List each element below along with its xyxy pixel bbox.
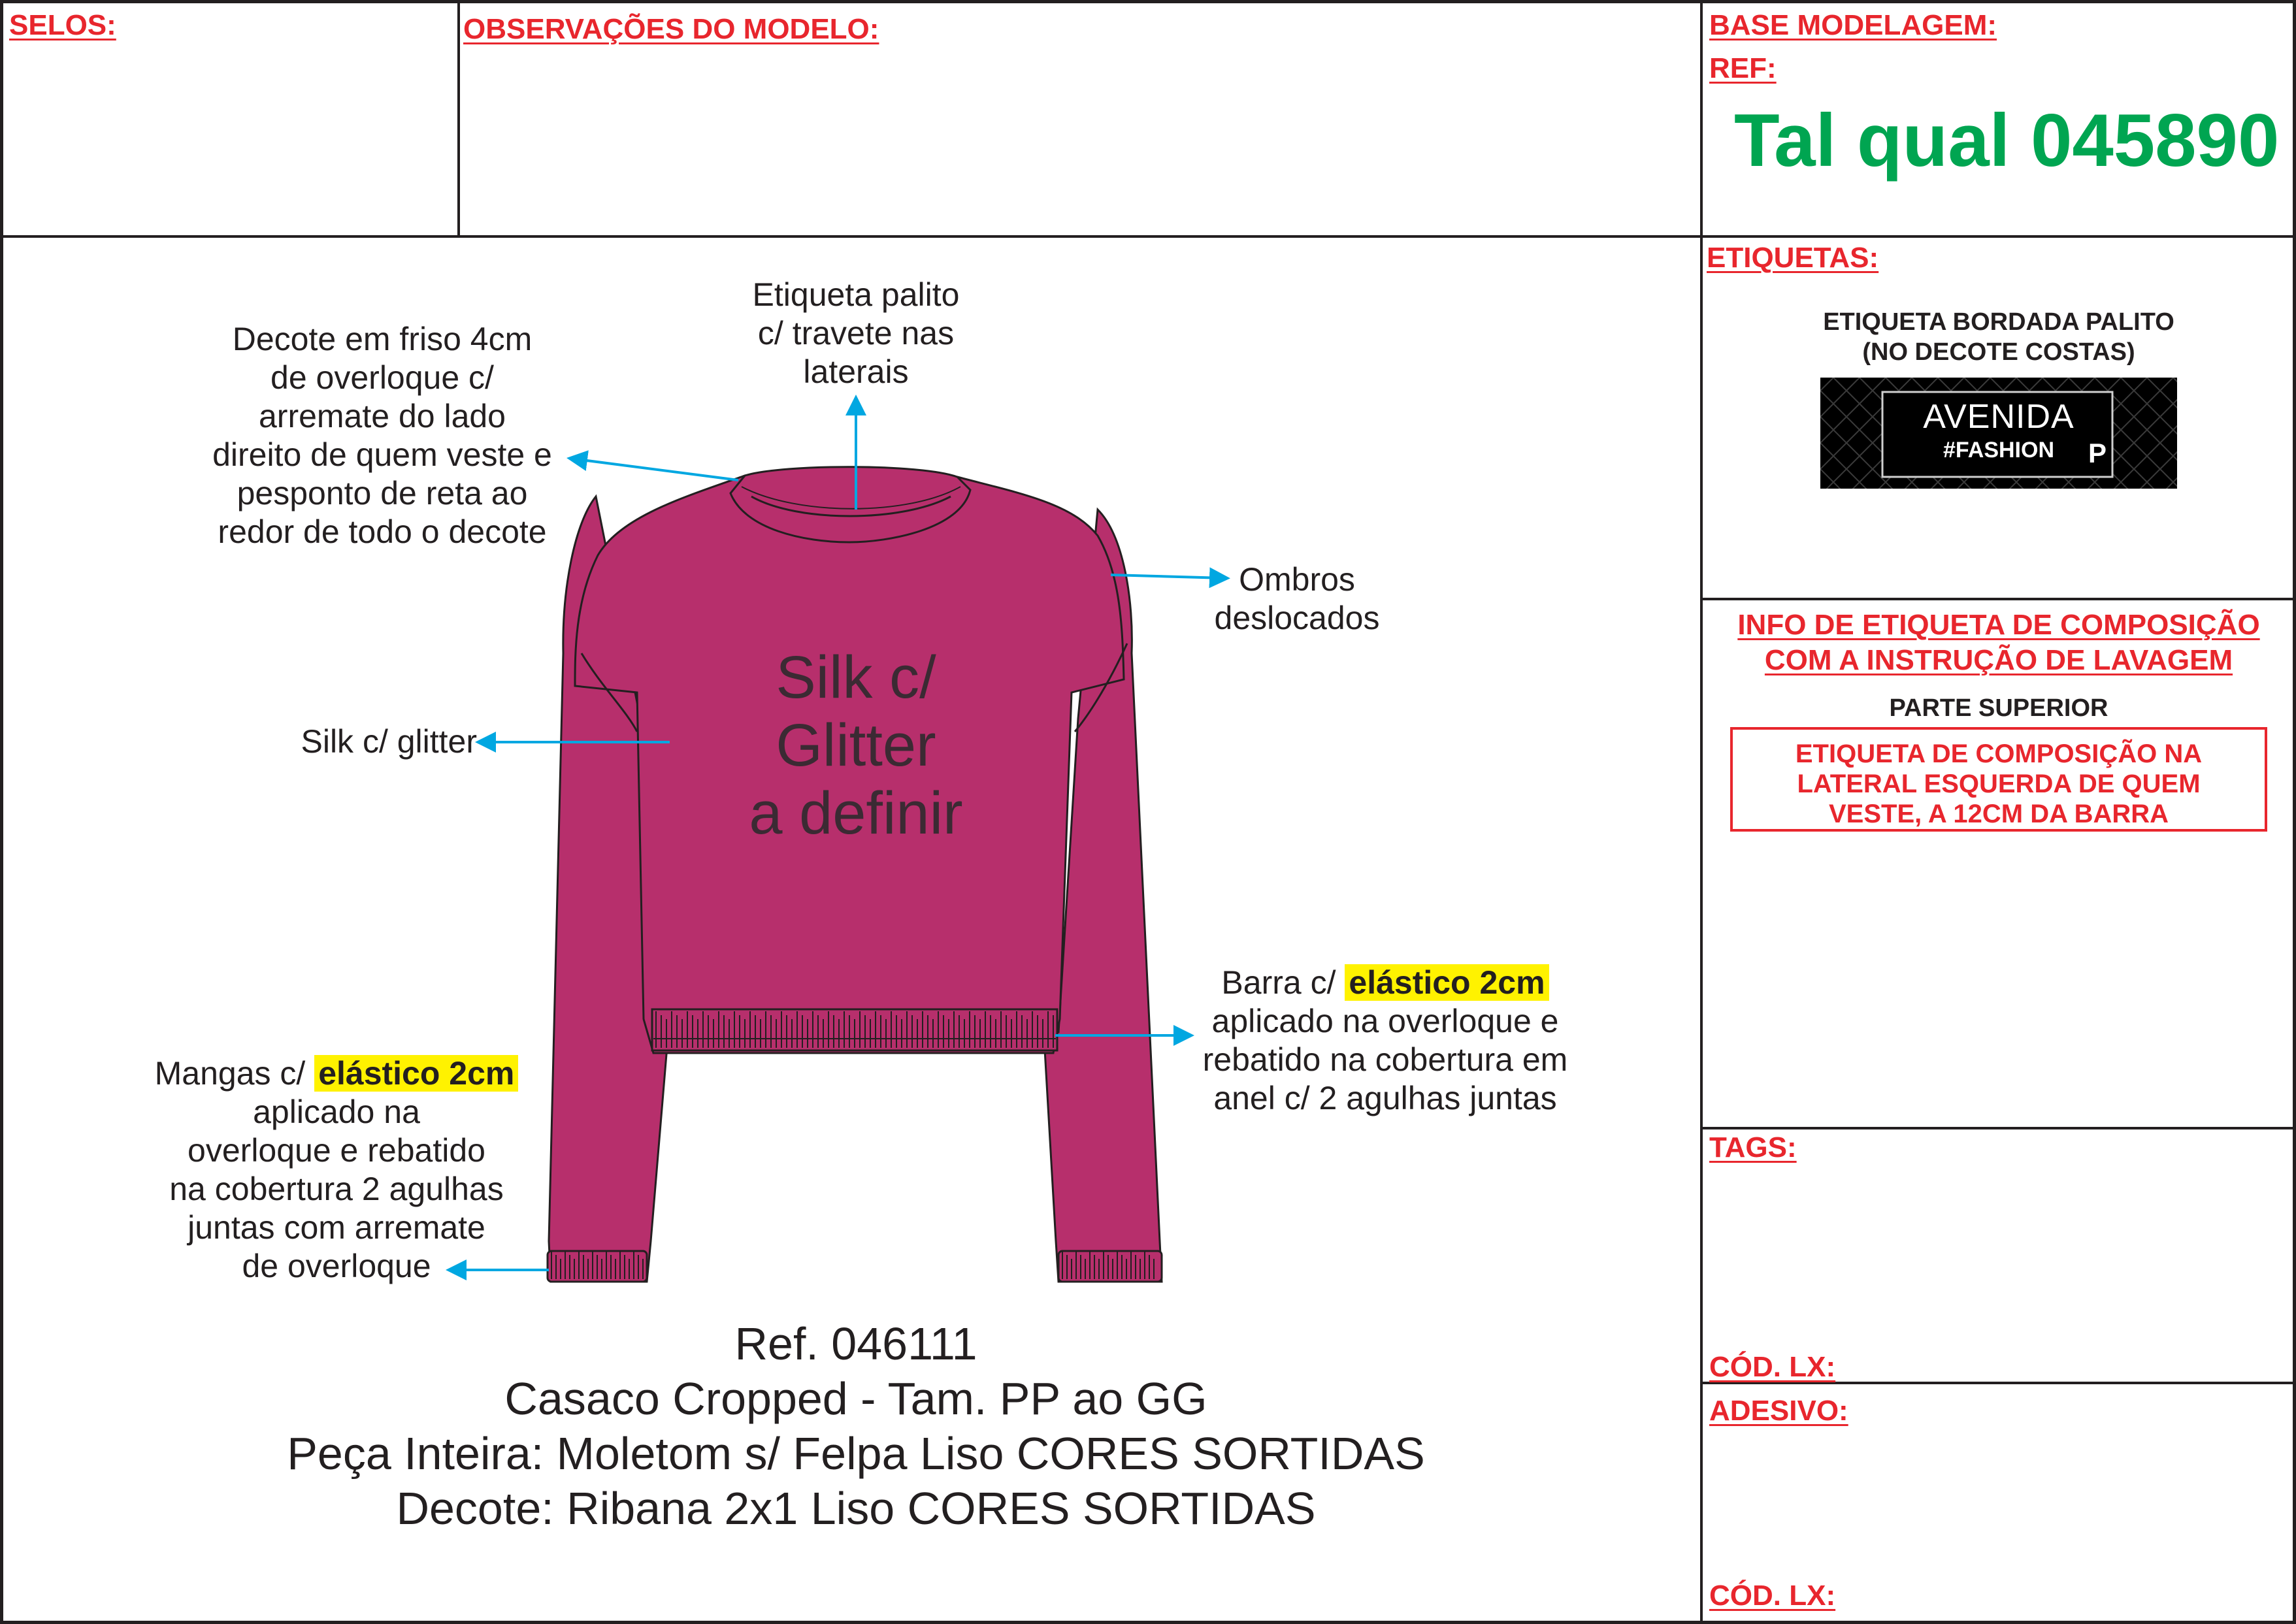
barra-prefix: Barra c/ [1221, 964, 1336, 1001]
observacoes-label: OBSERVAÇÕES DO MODELO: [463, 13, 879, 45]
tags-label: TAGS: [1709, 1131, 1797, 1163]
etiqueta-line: Etiqueta palito [752, 276, 960, 313]
mangas-prefix: Mangas c/ [154, 1055, 306, 1092]
parte-superior: PARTE SUPERIOR [1889, 694, 2108, 722]
decote-line: redor de todo o decote [218, 513, 547, 550]
adesivo-label: ADESIVO: [1709, 1395, 1848, 1427]
composicao-line: VESTE, A 12CM DA BARRA [1828, 800, 2169, 828]
info-line: COM A INSTRUÇÃO DE LAVAGEM [1764, 644, 2233, 676]
cod-lx-label: CÓD. LX: [1709, 1580, 1836, 1612]
mangas-line: aplicado na [253, 1094, 420, 1130]
ref-label: REF: [1709, 52, 1777, 84]
frame-right [2293, 0, 2296, 1624]
etiqueta-line: laterais [803, 353, 909, 390]
mangas-line: de overloque [242, 1248, 431, 1284]
barra-line: aplicado na overloque e [1211, 1003, 1559, 1039]
sidebar-row-divider-2 [1701, 1127, 2296, 1129]
etiqueta-desc-line: (NO DECOTE COSTAS) [1862, 338, 2135, 366]
mangas-highlight: elástico 2cm [314, 1055, 518, 1092]
composicao-line: LATERAL ESQUERDA DE QUEM [1797, 770, 2201, 798]
etiqueta-desc-line: ETIQUETA BORDADA PALITO [1823, 308, 2174, 336]
decote-line: direito de quem veste e [212, 436, 552, 473]
caption-ref: Ref. 046111 [734, 1318, 977, 1369]
left-cuff [548, 1251, 647, 1282]
decote-line: de overloque c/ [271, 359, 494, 396]
composicao-box [1730, 727, 2267, 832]
hem-band [652, 1009, 1057, 1050]
brand-name: AVENIDA [1923, 398, 2075, 436]
brand-tag: #FASHION [1943, 438, 2055, 463]
etiqueta-line: c/ travete nas [757, 315, 955, 351]
barra-highlight: elástico 2cm [1345, 964, 1549, 1001]
barra-line: anel c/ 2 agulhas juntas [1213, 1080, 1557, 1116]
brand-label [1820, 378, 2177, 489]
mangas-note [137, 1054, 536, 1286]
cod-lx-label: CÓD. LX: [1709, 1351, 1836, 1383]
etiqueta-note [725, 276, 987, 391]
sidebar-divider [1700, 0, 1703, 1624]
right-cuff [1058, 1251, 1162, 1282]
ombros-note [1202, 560, 1392, 638]
barra-first-line [1176, 964, 1594, 1002]
composicao-line: ETIQUETA DE COMPOSIÇÃO NA [1795, 739, 2203, 768]
mangas-line: juntas com arremate [188, 1209, 485, 1246]
brand-size: P [2088, 438, 2107, 468]
silk-placeholder-text [653, 643, 1058, 847]
caption-fabric: Peça Inteira: Moletom s/ Felpa Liso CORES SORTIDAS [287, 1428, 1425, 1479]
barra-line: rebatido na cobertura em [1202, 1041, 1568, 1078]
decote-line: arremate do lado [258, 398, 506, 434]
silk-note: Silk c/ glitter [301, 723, 477, 760]
etiqueta-description [1701, 307, 2296, 367]
decote-line: Decote em friso 4cm [232, 321, 533, 357]
sidebar-row-divider-1 [1701, 598, 2296, 600]
mangas-line: na cobertura 2 agulhas [169, 1171, 504, 1207]
ref-value: Tal qual 045890 [1734, 99, 2280, 182]
base-modelagem-label: BASE MODELAGEM: [1709, 9, 1997, 41]
etiquetas-label: ETIQUETAS: [1707, 242, 1879, 274]
ombros-line: Ombros [1239, 561, 1355, 598]
mangas-line: overloque e rebatido [188, 1132, 485, 1169]
info-line: INFO DE ETIQUETA DE COMPOSIÇÃO [1737, 609, 2260, 641]
product-caption [150, 1316, 1562, 1536]
silk-line: Glitter [776, 712, 936, 779]
barra-note [1176, 964, 1594, 1118]
decote-line: pesponto de reta ao [237, 475, 528, 512]
silk-line: Silk c/ [776, 644, 936, 711]
silk-line: a definir [749, 780, 963, 847]
decote-note [189, 320, 575, 551]
ombros-line: deslocados [1214, 600, 1380, 636]
arrow-decote [572, 459, 738, 480]
info-composicao-title [1701, 608, 2296, 678]
mangas-first-line [137, 1054, 536, 1093]
caption-neckline: Decote: Ribana 2x1 Liso CORES SORTIDAS [396, 1483, 1316, 1534]
selos-label: SELOS: [9, 9, 116, 41]
caption-product: Casaco Cropped - Tam. PP ao GG [504, 1373, 1207, 1424]
